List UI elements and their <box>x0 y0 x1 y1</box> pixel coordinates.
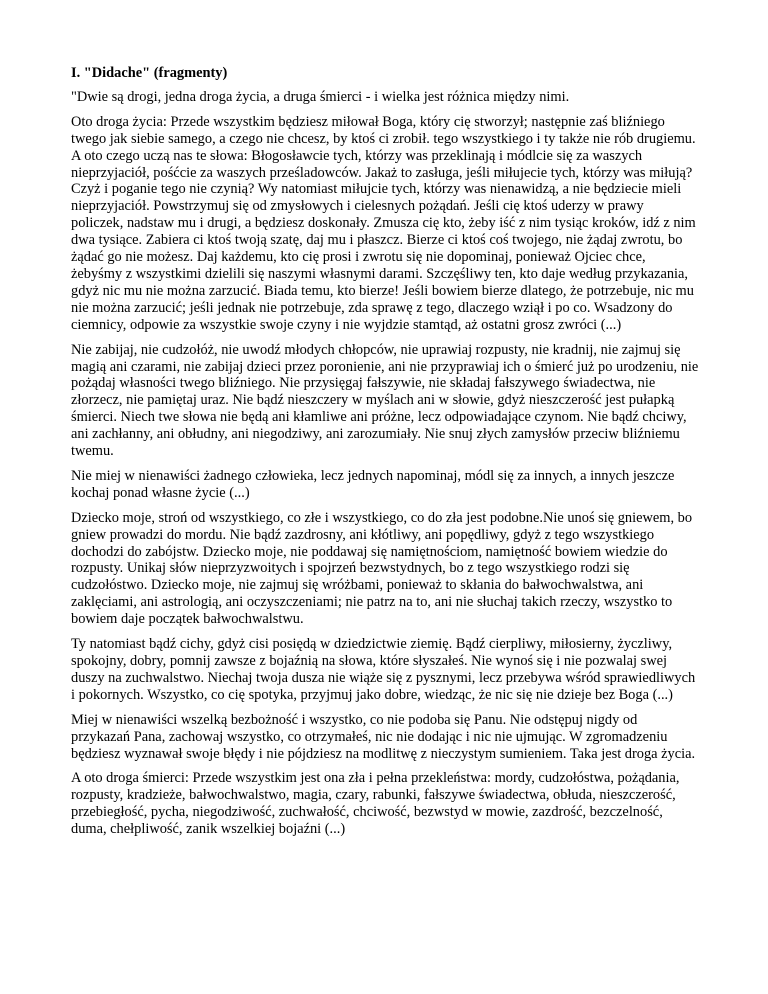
paragraph-commandments: Nie zabijaj, nie cudzołóż, nie uwodź młodych chłopców, nie uprawiaj rozpusty, nie kradnij, nie zajmuj się magią ani czarami, nie zabijaj dzieci przez poronienie, ani nie przyprawiaj ich o śmierć już po urodzeniu, nie pożądaj własności twego bliźniego. Nie przysięgaj fałszywie, nie składaj fałszywego świadectwa, nie złorzecz, nie pamiętaj uraz. Nie bądź nieszczery w myślach ani w słowie, gdyż nieszczerość jest pułapką śmierci. Niech twe słowa nie będą ani kłamliwe ani próżne, lecz odpowiadające czynom. Nie bądź chciwy, ani zachłanny, ani obłudny, ani niegodziwy, ani zarozumiały. Nie snuj złych zamysłów przeciw bliźniemu twemu. <box>71 341 699 460</box>
paragraph-no-hatred: Nie miej w nienawiści żadnego człowieka, lecz jednych napominaj, módl się za innych, a innych jeszcze kochaj ponad własne życie (...) <box>71 467 675 501</box>
paragraph-hate-impiety: Miej w nienawiści wszelką bezbożność i wszystko, co nie podoba się Panu. Nie odstępuj nigdy od przykazań Pana, zachowaj wszystko, co otrzymałeś, nic nie dodając i nic nie ujmując. W zgromadzeniu będziesz wyznawał swoje błędy i nie pójdziesz na modlitwę z nieczystym sumieniem. Taka jest droga życia. <box>71 711 696 762</box>
document-page <box>71 65 699 846</box>
paragraph-way-of-life: Oto droga życia: Przede wszystkim będziesz miłował Boga, który cię stworzył; następnie zaś bliźniego twego jak siebie samego, a czego nie chcesz, by ktoś ci zrobił. tego wszystkiego i ty także nie rób drugiemu. A oto czego uczą nas te słowa: Błogosławcie tych, którzy was przeklinają i módlcie się za waszych nieprzyjaciół, pośćcie za waszych prześladowców. Jakaż to zasługa, jeśli miłujecie tych, którzy was miłują? Czyż i poganie tego nie czynią? Wy natomiast miłujcie tych, którzy was nienawidzą, a nie będziecie mieli nieprzyjaciół. Powstrzymuj się od zmysłowych i cielesnych pożądań. Jeśli cię ktoś uderzy w prawy policzek, nadstaw mu i drugi, a będziesz doskonały. Zmusza cię kto, żeby iść z nim tysiąc kroków, idź z nim dwa tysiące. Zabiera ci ktoś twoją szatę, daj mu i płaszcz. Bierze ci ktoś coś twojego, nie żądaj zwrotu, bo żądać go nie możesz. Daj każdemu, kto cię prosi i zwrotu się nie dopominaj, ponieważ Ojciec chce, żebyśmy z wszystkimi dzielili się naszymi własnymi darami. Szczęśliwy ten, kto daje według przykazania, gdyż nic mu nie można zarzucić. Biada temu, kto bierze! Jeśli bowiem bierze dlatego, że potrzebuje, nic mu nie można zarzucić; jeśli jednak nie potrzebuje, zda sprawę z tego, dlaczego wziął i po co. Wsadzony do ciemnicy, odpowie za wszystkie swoje czyny i nie wyjdzie stamtąd, aż ostatni grosz zwróci (...) <box>71 113 696 333</box>
paragraph-be-meek: Ty natomiast bądź cichy, gdyż cisi posiędą w dziedzictwie ziemię. Bądź cierpliwy, miłosierny, życzliwy, spokojny, dobry, pomnij zawsze z bojaźnią na słowa, które słyszałeś. Nie wynoś się i nie pozwalaj swej duszy na zuchwalstwo. Niechaj twoja dusza nie wiąże się z pysznymi, lecz przebywa wśród sprawiedliwych i pokornych. Wszystko, co cię spotyka, przyjmuj jako dobre, wiedząc, że nic się nie dzieje bez Boga (...) <box>71 636 696 703</box>
paragraph-intro: "Dwie są drogi, jedna droga życia, a druga śmierci - i wielka jest różnica między nimi. <box>71 88 570 105</box>
document-heading: I. "Didache" (fragmenty) <box>71 65 228 81</box>
paragraph-way-of-death: A oto droga śmierci: Przede wszystkim jest ona zła i pełna przekleństwa: mordy, cudzołóstwa, pożądania, rozpusty, kradzieże, bałwochwalstwo, magia, czary, rabunki, fałszywe świadectwa, obłuda, nieszczerość, przebiegłość, pycha, niegodziwość, zuchwałość, chciwość, bezwstyd w mowie, zazdrość, bezczelność, duma, chełpliwość, zanik wszelkiej bojaźni (...) <box>71 770 680 838</box>
paragraph-my-child: Dziecko moje, stroń od wszystkiego, co złe i wszystkiego, co do zła jest podobne.Nie unoś się gniewem, bo gniew prowadzi do mordu. Nie bądź zazdrosny, ani kłótliwy, ani popędliwy, gdyż z tego wszystkiego dochodzi do zabójstw. Dziecko moje, nie poddawaj się namiętnościom, namiętność bowiem wiedzie do rozpusty. Unikaj słów nieprzyzwoitych i spojrzeń bezwstydnych, bo z tego wszystkiego rodzi się cudzołóstwo. Dziecko moje, nie zajmuj się wróżbami, ponieważ to skłania do bałwochwalstwa, ani zaklęciami, ani astrologią, ani oczyszczeniami; nie patrz na to, ani nie słuchaj takich rzeczy, wszystko to bowiem daje początek bałwochwalstwu. <box>71 509 693 628</box>
